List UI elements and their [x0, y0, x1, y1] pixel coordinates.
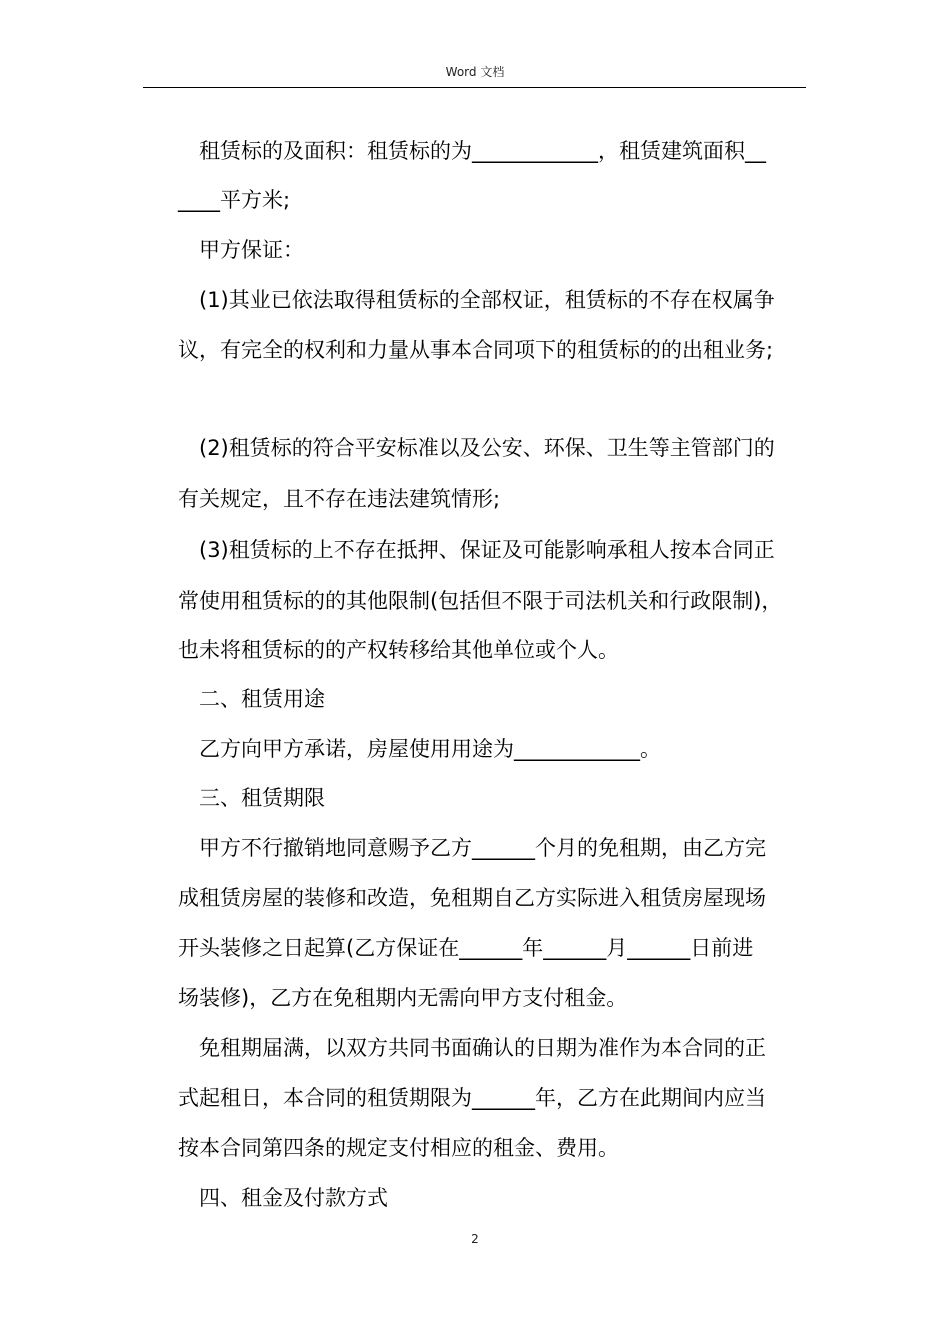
page-header: Word 文档: [445, 65, 505, 79]
text-line: (3)租赁标的上不存在抵押、保证及可能影响承租人按本合同正: [178, 538, 775, 562]
text-line: 场装修)，乙方在免租期内无需向甲方支付租金。: [178, 986, 628, 1010]
text-line: 租赁标的及面积：租赁标的为____________，租赁建筑面积__: [178, 139, 766, 163]
header-divider: [143, 87, 806, 88]
text-line: 开头装修之日起算(乙方保证在______年______月______日前进: [178, 936, 754, 960]
text-line: 常使用租赁标的的其他限制(包括但不限于司法机关和行政限制)，: [178, 589, 783, 613]
section-heading: 二、租赁用途: [178, 687, 325, 711]
text-line: 有关规定，且不存在违法建筑情形;: [178, 487, 501, 511]
text-line: 议，有完全的权利和力量从事本合同项下的租赁标的的出租业务;: [178, 338, 774, 362]
page-number: 2: [471, 1232, 479, 1246]
text-line: 甲方保证：: [178, 238, 304, 262]
text-line: 按本合同第四条的规定支付相应的租金、费用。: [178, 1136, 619, 1160]
section-heading: 三、租赁期限: [178, 786, 325, 810]
text-line: 免租期届满，以双方共同书面确认的日期为准作为本合同的正: [178, 1036, 766, 1060]
text-line: ____平方米;: [178, 188, 291, 212]
text-line: 式起租日，本合同的租赁期限为______年，乙方在此期间内应当: [178, 1086, 766, 1110]
text-line: (1)其业已依法取得租赁标的全部权证，租赁标的不存在权属争: [178, 288, 775, 312]
text-line: 成租赁房屋的装修和改造，免租期自乙方实际进入租赁房屋现场: [178, 886, 766, 910]
text-line: 乙方向甲方承诺，房屋使用用途为____________。: [178, 737, 661, 761]
text-line: 甲方不行撤销地同意赐予乙方______个月的免租期，由乙方完: [178, 836, 766, 860]
text-line: (2)租赁标的符合平安标准以及公安、环保、卫生等主管部门的: [178, 436, 775, 460]
text-line: 也未将租赁标的的产权转移给其他单位或个人。: [178, 638, 619, 662]
section-heading: 四、租金及付款方式: [178, 1186, 388, 1210]
